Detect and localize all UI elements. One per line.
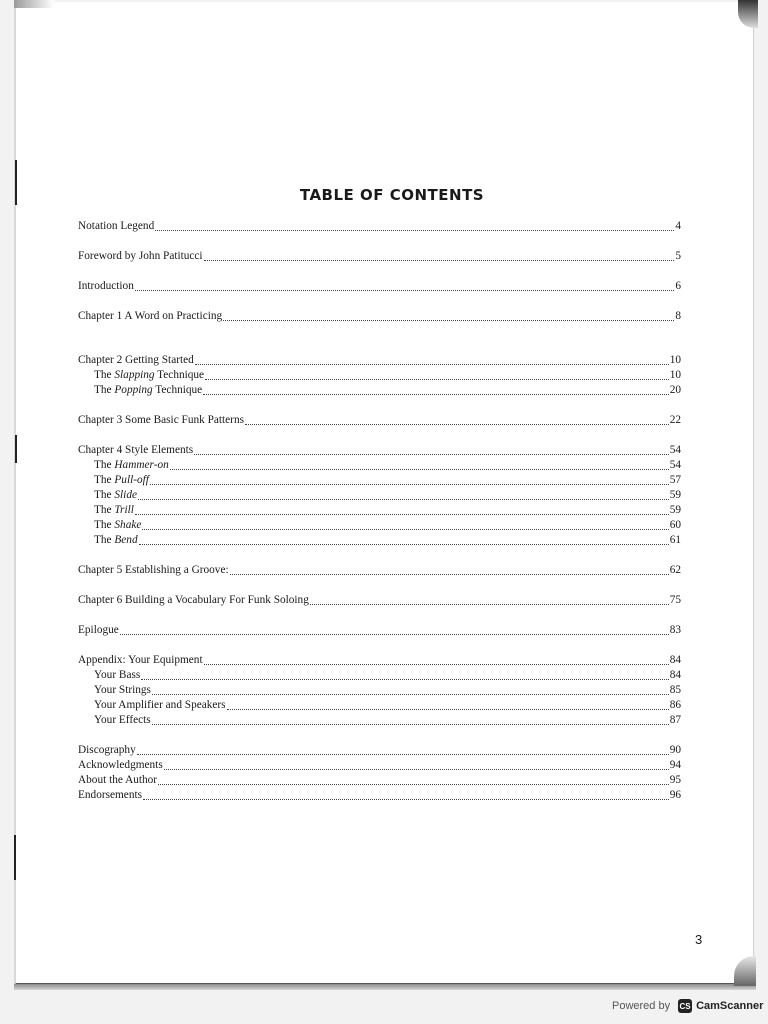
- toc-entry-label-part: Pull-off: [114, 474, 149, 486]
- toc-entry-page: 4: [675, 220, 681, 232]
- toc-entry-label-part: Your Amplifier and Speakers: [94, 699, 226, 711]
- camscanner-name: CamScanner: [696, 1000, 764, 1012]
- toc-entry-label-part: Bend: [114, 534, 138, 546]
- toc-entry-page: 6: [675, 280, 681, 292]
- toc-entry-label-part: Acknowledgments: [78, 759, 163, 771]
- toc-leader-dots: [164, 760, 669, 770]
- toc-entry-label-part: Chapter 1 A Word on Practicing: [78, 310, 223, 322]
- toc-entry-page: 61: [669, 534, 681, 546]
- toc-entry-label: [94, 503, 134, 518]
- binding-mark: [15, 435, 17, 463]
- toc-entry-label-part: Chapter 6 Building a Vocabulary For Funk Soloing: [78, 594, 309, 606]
- toc-entry-label-part: Your Strings: [94, 684, 151, 696]
- toc-entry: [78, 413, 681, 428]
- toc-leader-dots: [142, 520, 668, 530]
- toc-entry-label-part: Epilogue: [78, 624, 119, 636]
- toc-entry: [78, 623, 681, 638]
- toc-entry-label: [94, 533, 138, 548]
- toc-entry: [78, 443, 681, 458]
- toc-entry-page: 90: [669, 744, 681, 756]
- toc-entry-page: 5: [675, 250, 681, 262]
- toc-entry-label-part: The: [94, 519, 115, 531]
- toc-entry-label: [78, 773, 157, 788]
- toc-leader-dots: [155, 221, 674, 231]
- toc-entry: [78, 309, 681, 324]
- toc-title: TABLE OF CONTENTS: [299, 186, 485, 204]
- toc-entry-label: [78, 309, 222, 324]
- toc-entry: [78, 593, 681, 608]
- toc-entry-label-part: Popping: [114, 384, 153, 396]
- toc-entry-label: [78, 758, 163, 773]
- toc-leader-dots: [135, 281, 674, 291]
- toc-entry: [78, 683, 681, 698]
- toc-entry: [78, 698, 681, 713]
- toc-entry-label: [94, 698, 226, 713]
- toc-entry-label-part: Slapping: [114, 369, 155, 381]
- page-number: 3: [695, 932, 703, 947]
- toc-entry-label: [94, 458, 169, 473]
- toc-entry: [78, 743, 681, 758]
- toc-entry-page: 86: [669, 699, 681, 711]
- toc-entry: [78, 488, 681, 503]
- toc-entry-page: 75: [669, 594, 681, 606]
- toc-entry-label: [94, 668, 140, 683]
- toc-leader-dots: [170, 460, 669, 470]
- toc-entry-label-part: Slide: [114, 489, 137, 501]
- page-edge-shadow: [14, 984, 756, 990]
- toc-entry-page: 20: [669, 384, 681, 396]
- toc-entry-label-part: The: [94, 369, 115, 381]
- toc-leader-dots: [152, 715, 669, 725]
- toc-entry-label-part: Chapter 2 Getting Started: [78, 354, 194, 366]
- toc-entry-label: [78, 788, 142, 803]
- toc-entry-label-part: Endorsements: [78, 789, 143, 801]
- toc-leader-dots: [223, 311, 674, 321]
- toc-entry-label-part: Foreword by John Patitucci: [78, 250, 203, 262]
- toc-entry-label-part: Shake: [114, 519, 142, 531]
- toc-entry-label-part: The: [94, 384, 115, 396]
- toc-entry-page: 60: [669, 519, 681, 531]
- toc-entry-page: 57: [669, 474, 681, 486]
- toc-entry-label-part: Your Effects: [94, 714, 151, 726]
- toc-entry-label: [94, 383, 202, 398]
- scanner-footer: [612, 998, 763, 1014]
- toc-entry-page: 87: [669, 714, 681, 726]
- toc-entry: [78, 668, 681, 683]
- toc-entry-label: [78, 413, 244, 428]
- toc-entry-page: 94: [669, 759, 681, 771]
- toc-leader-dots: [245, 415, 669, 425]
- toc-entry: [78, 279, 681, 294]
- toc-entry: [78, 653, 681, 668]
- toc-entry-label: [78, 353, 194, 368]
- toc-entry: [78, 353, 681, 368]
- page-corner-top-left: [14, 0, 54, 8]
- toc-list: [78, 219, 681, 803]
- toc-leader-dots: [227, 700, 669, 710]
- toc-entry-label-part: About the Author: [78, 774, 158, 786]
- camscanner-brand: [678, 999, 763, 1013]
- toc-leader-dots: [138, 490, 669, 500]
- toc-entry: [78, 788, 681, 803]
- toc-entry: [78, 503, 681, 518]
- camscanner-logo-icon: CS: [678, 999, 692, 1013]
- toc-entry: [78, 383, 681, 398]
- toc-entry-label-part: Chapter 3 Some Basic Funk Patterns: [78, 414, 244, 426]
- toc-entry-label: [78, 279, 134, 294]
- toc-entry-label-part: The: [94, 489, 115, 501]
- toc-entry-label: [94, 488, 137, 503]
- toc-leader-dots: [203, 385, 669, 395]
- toc-entry-label-part: Discography: [78, 744, 136, 756]
- toc-leader-dots: [139, 535, 669, 545]
- toc-entry: [78, 518, 681, 533]
- toc-entry: [78, 458, 681, 473]
- toc-leader-dots: [158, 775, 669, 785]
- toc-entry-page: 54: [669, 459, 681, 471]
- toc-entry-label-part: Technique: [154, 369, 205, 381]
- toc-entry-label: [94, 683, 151, 698]
- toc-leader-dots: [120, 625, 669, 635]
- toc-entry-page: 59: [669, 504, 681, 516]
- toc-entry-label-part: Chapter 5 Establishing a Groove:: [78, 564, 229, 576]
- toc-leader-dots: [204, 251, 675, 261]
- toc-entry-label: [78, 249, 203, 264]
- toc-entry: [78, 758, 681, 773]
- toc-entry: [78, 773, 681, 788]
- toc-entry-page: 22: [669, 414, 681, 426]
- toc-leader-dots: [310, 595, 669, 605]
- toc-entry-page: 59: [669, 489, 681, 501]
- toc-entry-page: 8: [675, 310, 681, 322]
- toc-entry-page: 84: [669, 669, 681, 681]
- toc-entry-label-part: Notation Legend: [78, 220, 155, 232]
- toc-leader-dots: [230, 565, 669, 575]
- toc-entry-label-part: The: [94, 459, 115, 471]
- toc-entry-page: 83: [669, 624, 681, 636]
- toc-entry-label-part: Appendix: Your Equipment: [78, 654, 203, 666]
- toc-entry-page: 95: [669, 774, 681, 786]
- toc-entry: [78, 563, 681, 578]
- binding-mark: [14, 835, 16, 880]
- toc-entry-page: 96: [669, 789, 681, 801]
- toc-entry-page: 54: [669, 444, 681, 456]
- toc-leader-dots: [205, 370, 669, 380]
- toc-entry-label-part: Hammer-on: [114, 459, 169, 471]
- toc-entry: [78, 249, 681, 264]
- toc-entry-label: [78, 653, 203, 668]
- toc-entry-label: [78, 563, 229, 578]
- toc-leader-dots: [152, 685, 669, 695]
- toc-entry-label-part: Chapter 4 Style Elements: [78, 444, 194, 456]
- toc-entry-label-part: Technique: [152, 384, 203, 396]
- toc-entry-label: [78, 743, 136, 758]
- toc-entry-label-part: Your Bass: [94, 669, 141, 681]
- toc-entry: [78, 368, 681, 383]
- toc-entry-label: [94, 518, 141, 533]
- toc-entry: [78, 219, 681, 234]
- toc-entry-label: [94, 713, 151, 728]
- toc-leader-dots: [195, 355, 669, 365]
- toc-leader-dots: [143, 790, 669, 800]
- toc-leader-dots: [137, 745, 669, 755]
- toc-entry-page: 10: [669, 369, 681, 381]
- toc-entry-label-part: The: [94, 504, 115, 516]
- toc-leader-dots: [194, 445, 669, 455]
- toc-entry-label-part: Introduction: [78, 280, 134, 292]
- toc-entry-label: [94, 368, 204, 383]
- toc-entry-label-part: Trill: [114, 504, 134, 516]
- toc-entry-label: [78, 623, 119, 638]
- toc-entry-label: [94, 473, 149, 488]
- toc-entry-page: 10: [669, 354, 681, 366]
- toc-leader-dots: [141, 670, 668, 680]
- toc-leader-dots: [150, 475, 669, 485]
- toc-entry-label: [78, 443, 193, 458]
- toc-entry-page: 62: [669, 564, 681, 576]
- toc-entry-label: [78, 593, 309, 608]
- toc-entry: [78, 533, 681, 548]
- toc-entry: [78, 713, 681, 728]
- powered-by-label: Powered by: [612, 1000, 671, 1012]
- toc-entry-page: 85: [669, 684, 681, 696]
- toc-entry-label-part: The: [94, 474, 115, 486]
- toc-entry-label: [78, 219, 154, 234]
- toc-entry: [78, 473, 681, 488]
- toc-entry-page: 84: [669, 654, 681, 666]
- toc-leader-dots: [135, 505, 669, 515]
- toc-leader-dots: [204, 655, 669, 665]
- toc-entry-label-part: The: [94, 534, 115, 546]
